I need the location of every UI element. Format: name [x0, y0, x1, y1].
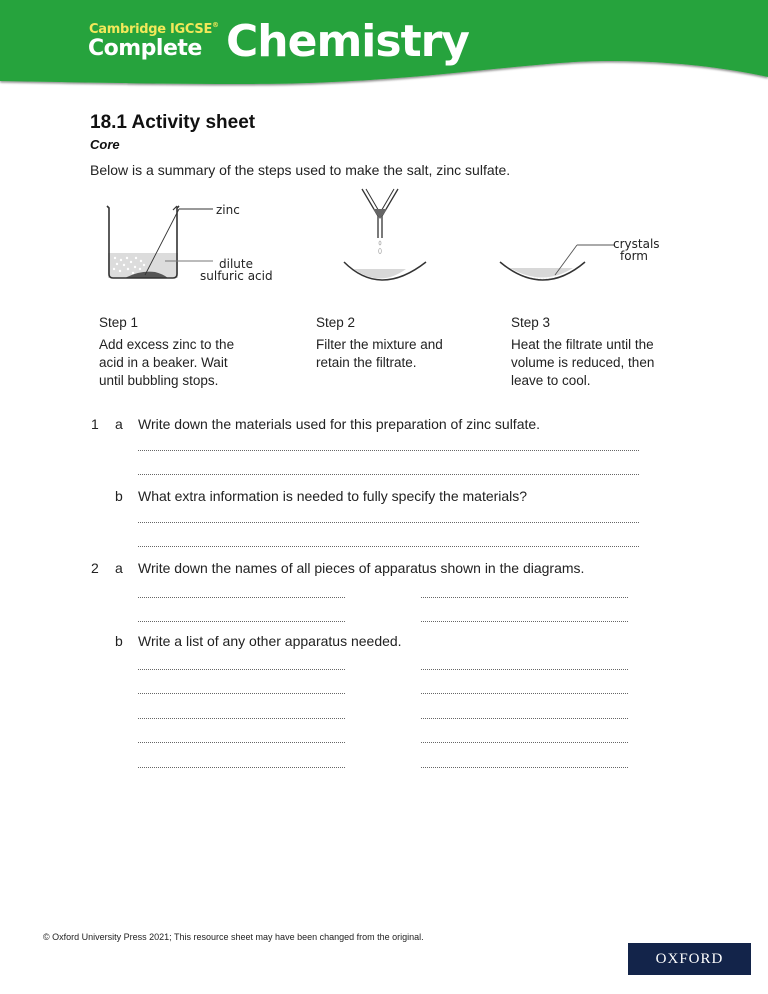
answer-line[interactable]: [421, 742, 628, 743]
answer-line[interactable]: [421, 693, 628, 694]
answer-line[interactable]: [138, 742, 345, 743]
step-2: [316, 314, 443, 372]
brand-complete: Complete: [88, 36, 202, 61]
step-1: [99, 314, 234, 390]
step-heading: Step 3: [511, 315, 551, 330]
series-name: Cambridge IGCSE®: [89, 21, 219, 37]
answer-line[interactable]: [138, 474, 639, 475]
question-part-letter: b: [115, 488, 123, 504]
step-text-line: Filter the mixture and: [316, 337, 443, 352]
answer-line[interactable]: [138, 522, 639, 523]
answer-line[interactable]: [138, 718, 345, 719]
question-part-letter: b: [115, 633, 123, 649]
zinc-label: zinc: [216, 203, 240, 217]
level-label: Core: [90, 137, 120, 152]
step-3: [511, 314, 654, 390]
acid-label-line1: dilute: [219, 257, 253, 271]
step-text-line: retain the filtrate.: [316, 355, 417, 370]
answer-line[interactable]: [138, 546, 639, 547]
crystals-label-line2: form: [620, 249, 648, 263]
step-text-line: leave to cool.: [511, 373, 591, 388]
answer-line[interactable]: [138, 597, 345, 598]
answer-line[interactable]: [421, 597, 628, 598]
crystals-label-line1: crystals: [613, 237, 660, 251]
copyright-notice: © Oxford University Press 2021; This resource sheet may have been changed from the original.: [43, 932, 424, 942]
step-heading: Step 2: [316, 315, 356, 330]
question-number: 1: [91, 416, 99, 432]
answer-line[interactable]: [138, 669, 345, 670]
step-text-line: volume is reduced, then: [511, 355, 655, 370]
step-text-line: acid in a beaker. Wait: [99, 355, 228, 370]
answer-line[interactable]: [421, 767, 628, 768]
intro-text: Below is a summary of the steps used to make the salt, zinc sulfate.: [90, 162, 511, 178]
question-part-letter: a: [115, 416, 123, 432]
page-title: 18.1 Activity sheet: [90, 112, 256, 133]
question-text: Write down the materials used for this preparation of zinc sulfate.: [138, 416, 541, 432]
oxford-logo: OXFORD: [628, 943, 751, 975]
answer-line[interactable]: [421, 718, 628, 719]
step-heading: Step 1: [99, 315, 139, 330]
answer-line[interactable]: [421, 669, 628, 670]
answer-line[interactable]: [138, 767, 345, 768]
answer-line[interactable]: [138, 621, 345, 622]
answer-line[interactable]: [138, 693, 345, 694]
question-part-letter: a: [115, 560, 123, 576]
question-text: Write a list of any other apparatus needed.: [138, 633, 402, 649]
step-text-line: Add excess zinc to the: [99, 337, 235, 352]
filter-funnel-diagram: [340, 186, 440, 286]
step-text-line: Heat the filtrate until the: [511, 337, 654, 352]
question-text: What extra information is needed to fully specify the materials?: [138, 488, 528, 504]
question-text: Write down the names of all pieces of apparatus shown in the diagrams.: [138, 560, 585, 576]
evaporating-basin-diagram: [495, 235, 625, 285]
step-text-line: until bubbling stops.: [99, 373, 219, 388]
header-banner: [0, 0, 768, 100]
answer-line[interactable]: [138, 450, 639, 451]
brand-subject: Chemistry: [226, 16, 469, 67]
acid-label-line2: sulfuric acid: [200, 269, 273, 283]
question-number: 2: [91, 560, 99, 576]
answer-line[interactable]: [421, 621, 628, 622]
beaker-diagram: [95, 198, 215, 288]
